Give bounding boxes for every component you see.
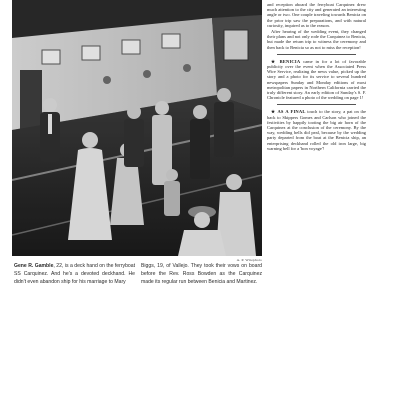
paragraph-lead: BENICIA <box>279 58 301 64</box>
photo-caption <box>14 262 262 286</box>
caption-lead: Gene R. Gamble <box>14 263 54 269</box>
caption-column-1 <box>14 262 135 286</box>
star-icon: ★ <box>271 58 277 64</box>
caption-text-1: , 22, is a deck hand on the ferryboat SS Carquinez. And he's a devoted deckhand. He didn't even abandon ship for his marriage to Mary <box>14 263 135 285</box>
star-icon: ★ <box>271 109 276 115</box>
article-column <box>267 2 366 152</box>
photo-credit: A. P. Wirephoto <box>236 258 262 262</box>
photo-illustration <box>12 0 262 256</box>
caption-text-2: Biggs, 19, of Vallejo. They took their vows on board before the Rev. Ross Bowden as the Carquinez made its regular run between Benicia and Martinez. <box>141 263 262 285</box>
article-paragraph: and reception aboard the ferryboat Carquinez drew much attention to the city and generated an interesting angle or two. One couple traveling towards Benicia on the prior trip saw the preparations, and with natural curiosity, inquired as to the reason. <box>267 2 366 28</box>
wedding-photo <box>12 0 262 256</box>
paragraph-lead: AS A FINAL <box>277 109 306 115</box>
article-paragraph <box>267 59 366 101</box>
divider <box>277 54 356 55</box>
divider <box>277 104 356 105</box>
caption-column-2 <box>141 262 262 286</box>
paragraph-text: touch to the story, a pat on the back to Skippers Gomes and Carlson who joined the festivities by happily tooting the big air horn of the Carquinez at the conclusion of the ceremony. By the way, wedding bells did peal, because by the wedding party departed from the boat at the Benicia ship, an enterprising deckhand rolled the old iron large, big warning bell for a 'bon voyage'! <box>267 109 367 151</box>
article-paragraph <box>267 109 366 151</box>
article-paragraph: After hearing of the wedding event, they changed their plans and not only rode the Carquinez to Benicia, but made the return trip to witness the ceremony and then back to Benicia so as not to miss the reception! <box>267 29 366 50</box>
paragraph-text: came in for a lot of favorable publicity over the event when the Associated Press Wire Service, realizing the news value, picked up the story and a photo for its service to several hundred newspapers Sunday and Monday editions of most metropolitan papers in Northern California carried the truly different story. An early edition of Sunday's S. F. Chronicle featured a photo of the wedding on page 1! <box>267 58 366 101</box>
